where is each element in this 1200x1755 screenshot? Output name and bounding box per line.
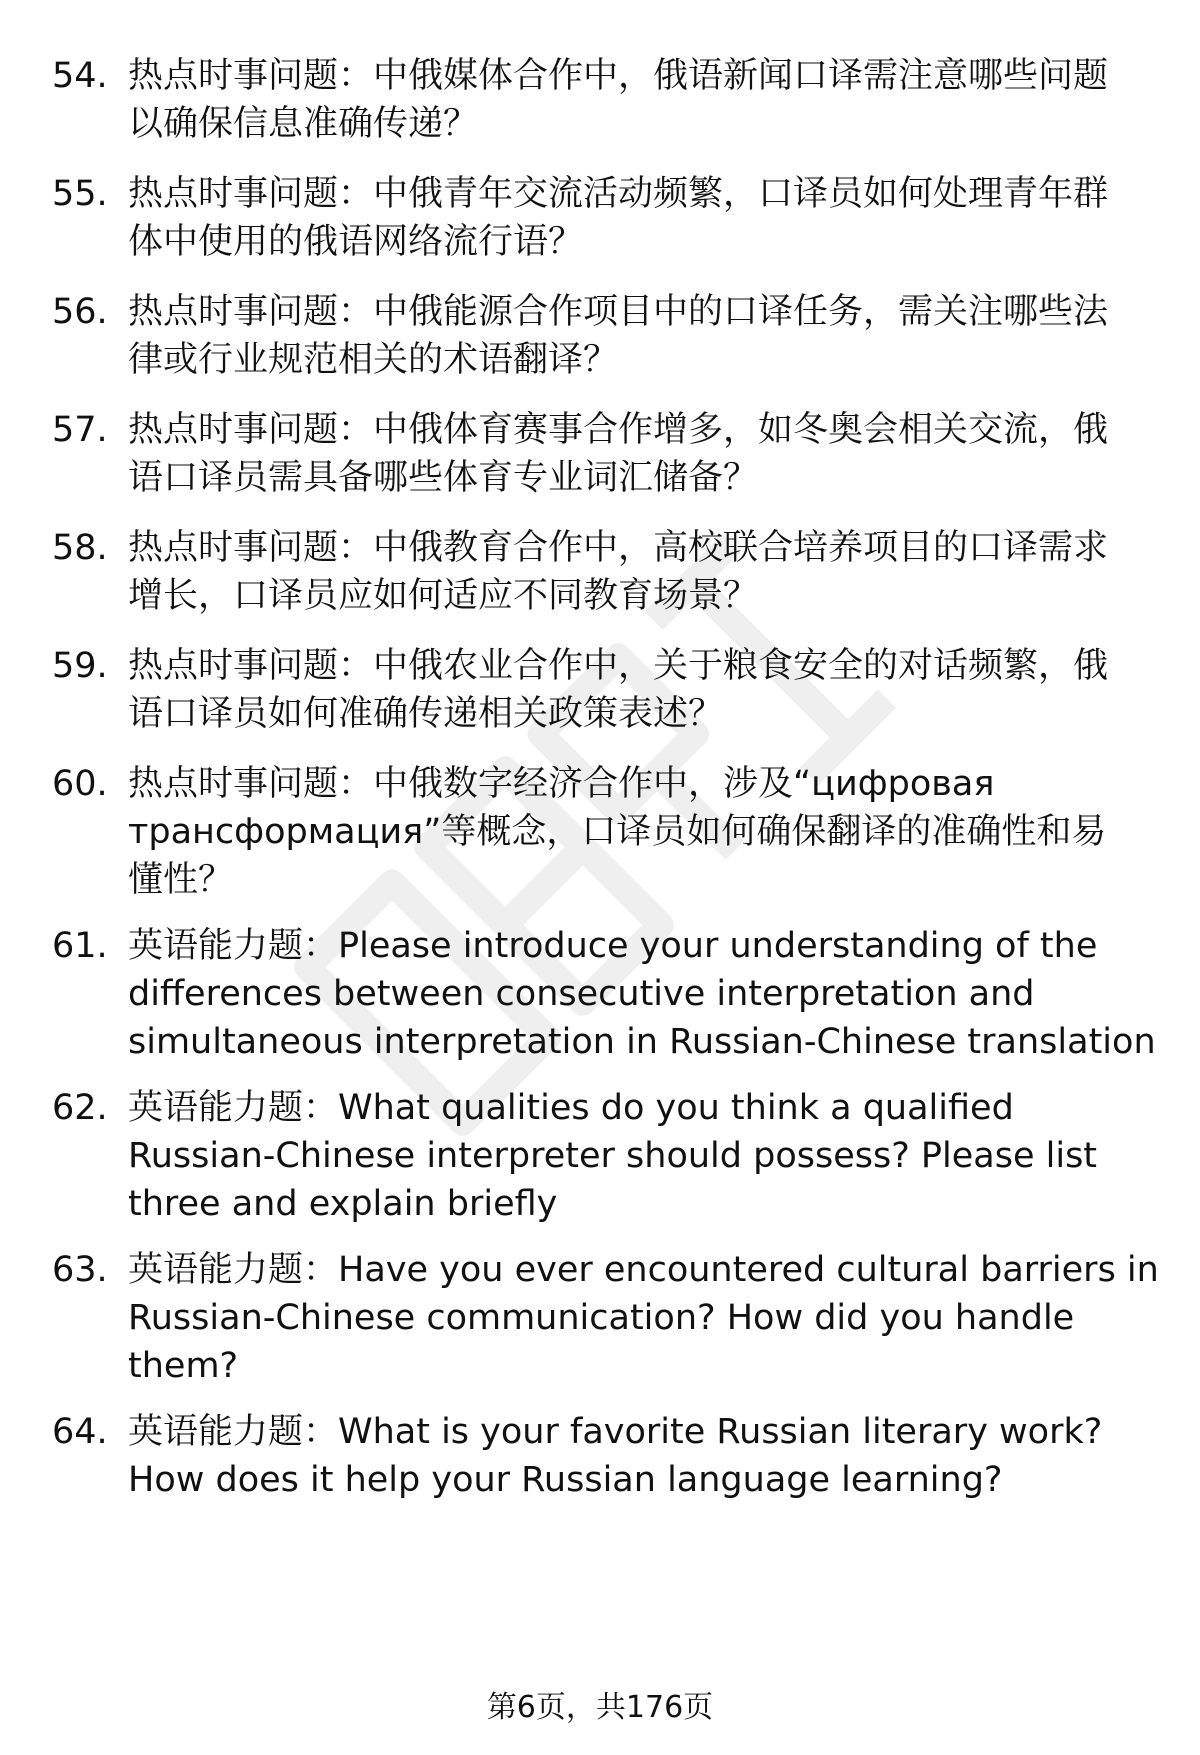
question-text: 英语能力题：What is your favorite Russian literary work? How does it help your Russian language learning? — [128, 1412, 1103, 1500]
question-number: 64. — [52, 1412, 108, 1452]
question-number: 63. — [52, 1250, 108, 1290]
question-text: 热点时事问题：中俄媒体合作中，俄语新闻口译需注意哪些问题 以确保信息准确传递？ — [128, 56, 1109, 144]
page-footer: 第6页，共176页 — [486, 1690, 714, 1725]
question-number: 59. — [52, 646, 108, 686]
question-number: 60. — [52, 764, 108, 804]
question-text: 英语能力题：Please introduce your understanding of the differences between consecutive interpretation and simultaneous interpretation in Russian-Chinese translation — [128, 926, 1156, 1062]
question-number: 58. — [52, 528, 108, 568]
question-number: 61. — [52, 926, 108, 966]
question-text: 热点时事问题：中俄青年交流活动频繁，口译员如何处理青年群 体中使用的俄语网络流行语？ — [128, 174, 1109, 262]
question-text: 热点时事问题：中俄教育合作中，高校联合培养项目的口译需求 增长，口译员应如何适应不同教育场景？ — [128, 528, 1109, 616]
question-text: 英语能力题：Have you ever encountered cultural barriers in Russian-Chinese communication? How did you handle them? — [128, 1250, 1159, 1386]
question-number: 57. — [52, 410, 108, 450]
question-number: 62. — [52, 1088, 108, 1128]
question-number: 56. — [52, 292, 108, 332]
question-number: 54. — [52, 56, 108, 96]
question-text: 热点时事问题：中俄能源合作项目中的口译任务，需关注哪些法 律或行业规范相关的术语翻译？ — [128, 292, 1109, 380]
question-number: 55. — [52, 174, 108, 214]
question-text: 热点时事问题：中俄体育赛事合作增多，如冬奥会相关交流，俄 语口译员需具备哪些体育专业词汇储备？ — [128, 410, 1109, 498]
question-text: 热点时事问题：中俄数字经济合作中，涉及“цифровая трансформация”等概念，口译员如何确保翻译的准确性和易 懂性？ — [128, 764, 1107, 900]
question-text: 英语能力题：What qualities do you think a qualified Russian-Chinese interpreter should possess? Please list three and explain briefly — [128, 1088, 1098, 1224]
question-text: 热点时事问题：中俄农业合作中，关于粮食安全的对话频繁，俄 语口译员如何准确传递相关政策表述？ — [128, 646, 1109, 734]
